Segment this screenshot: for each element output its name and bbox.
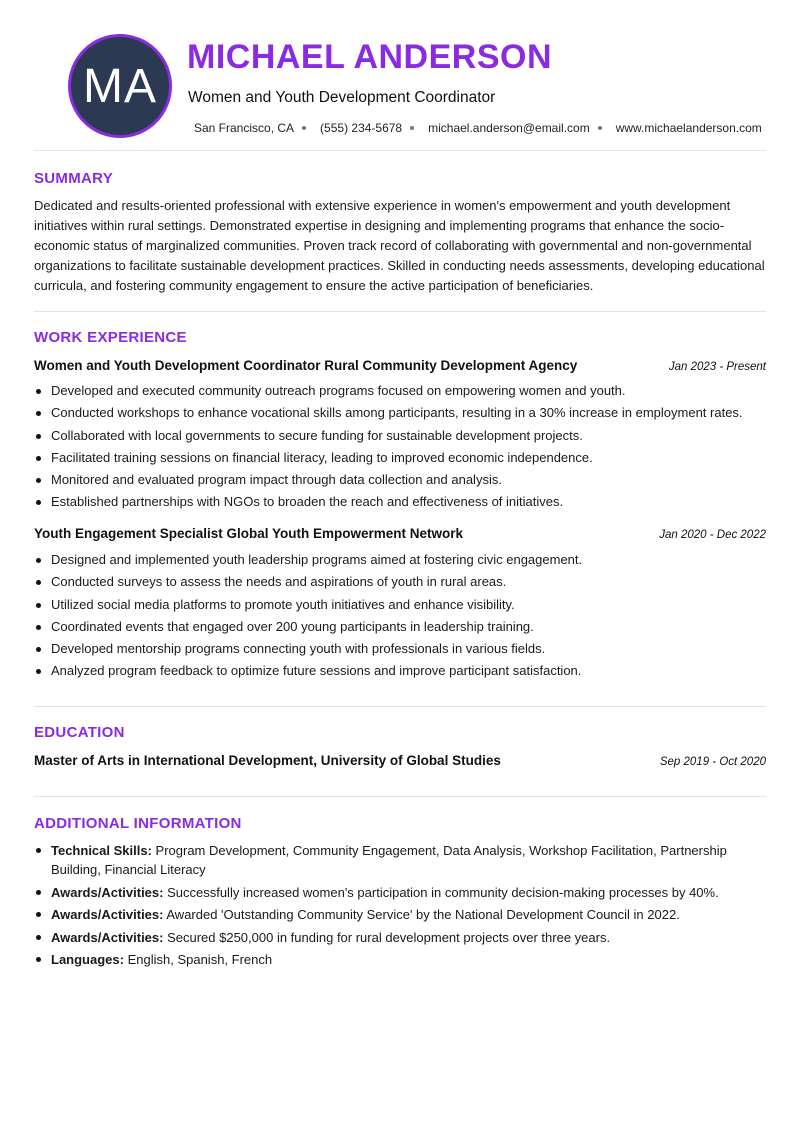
divider [34,150,766,151]
item-label: Awards/Activities: [51,884,164,900]
degree-title: Master of Arts in International Development, University of Global Studies [34,753,501,768]
list-item: Conducted surveys to assess the needs and aspirations of youth in rural areas. [34,571,774,593]
list-item: Collaborated with local governments to secure funding for sustainable development projects. [34,425,774,447]
separator-dot [302,126,306,130]
item-label: Awards/Activities: [51,907,164,922]
experience-heading: WORK EXPERIENCE [34,329,187,346]
item-label: Awards/Activities: [51,929,164,945]
contact-line [194,121,762,135]
contact-phone: (555) 234-5678 [320,121,403,135]
item-text: Awarded 'Outstanding Community Service' by the National Development Council in 2022. [163,907,680,922]
divider [34,796,766,797]
list-item [34,905,774,924]
contact-email[interactable]: michael.anderson@email.com [428,121,590,135]
list-item [34,841,774,879]
list-item: Conducted workshops to enhance vocational skills among participants, resulting in a 30% increase in employment rates. [34,402,774,424]
job-date: Jan 2023 - Present [668,361,766,373]
item-text: English, Spanish, French [123,952,273,967]
candidate-name: MICHAEL ANDERSON [187,38,553,76]
list-item: Analyzed program feedback to optimize future sessions and improve participant satisfaction. [34,660,774,682]
list-item: Utilized social media platforms to promote youth initiatives and enhance visibility. [34,594,774,616]
summary-heading: SUMMARY [34,170,114,187]
summary-text: Dedicated and results-oriented professional with extensive experience in women's empowerment and youth development initiatives within rural settings. Demonstrated expertise in designing and implementing programs that enhance the socio-economic status of marginalized communities. Proven track record of collaborating with governmental and non-governmental organizations to facilitate sustainable development practices. Skilled in conducting needs assessments, developing educational curricula, and fostering community engagement to ensure the active participation of beneficiaries. [34,198,765,293]
education-entry [34,753,766,768]
job-bullets [34,380,774,514]
item-label: Languages: [51,952,124,967]
list-item [34,883,774,902]
contact-location: San Francisco, CA [194,121,295,135]
separator-dot [598,126,602,130]
list-item [34,950,774,969]
job-title: Women and Youth Development Coordinator Rural Community Development Agency [34,358,578,373]
job-header [34,526,766,541]
list-item: Monitored and evaluated program impact through data collection and analysis. [34,469,774,491]
job-title: Youth Engagement Specialist Global Youth Empowerment Network [34,526,464,541]
divider [34,311,766,312]
contact-website[interactable]: www.michaelanderson.com [615,121,762,135]
additional-list [34,841,774,973]
item-text: Program Development, Community Engagement, Data Analysis, Workshop Facilitation, Partnership Building, Financial Literacy [51,843,727,877]
resume-header [34,0,766,150]
list-item: Established partnerships with NGOs to broaden the reach and effectiveness of initiatives. [34,491,774,513]
list-item: Developed mentorship programs connecting youth with professionals in various fields. [34,638,774,660]
list-item: Coordinated events that engaged over 200 young participants in leadership training. [34,616,774,638]
education-date: Sep 2019 - Oct 2020 [659,756,766,768]
avatar-initials: MA [83,59,157,113]
job-date: Jan 2020 - Dec 2022 [659,529,766,541]
divider [34,706,766,707]
item-label: Technical Skills: [51,843,152,858]
list-item [34,928,774,947]
education-heading: EDUCATION [34,724,125,741]
avatar [68,34,172,138]
additional-heading: ADDITIONAL INFORMATION [34,815,242,832]
job-bullets [34,549,774,683]
candidate-role: Women and Youth Development Coordinator [188,89,496,106]
list-item: Designed and implemented youth leadership programs aimed at fostering civic engagement. [34,549,774,571]
list-item: Developed and executed community outreach programs focused on empowering women and youth. [34,380,774,402]
item-text: Secured $250,000 in funding for rural development projects over three years. [163,929,611,945]
list-item: Facilitated training sessions on financial literacy, leading to improved economic independence. [34,447,774,469]
separator-dot [410,126,414,130]
item-text: Successfully increased women's participation in community decision-making processes by 40%. [163,884,719,900]
job-header [34,358,766,373]
